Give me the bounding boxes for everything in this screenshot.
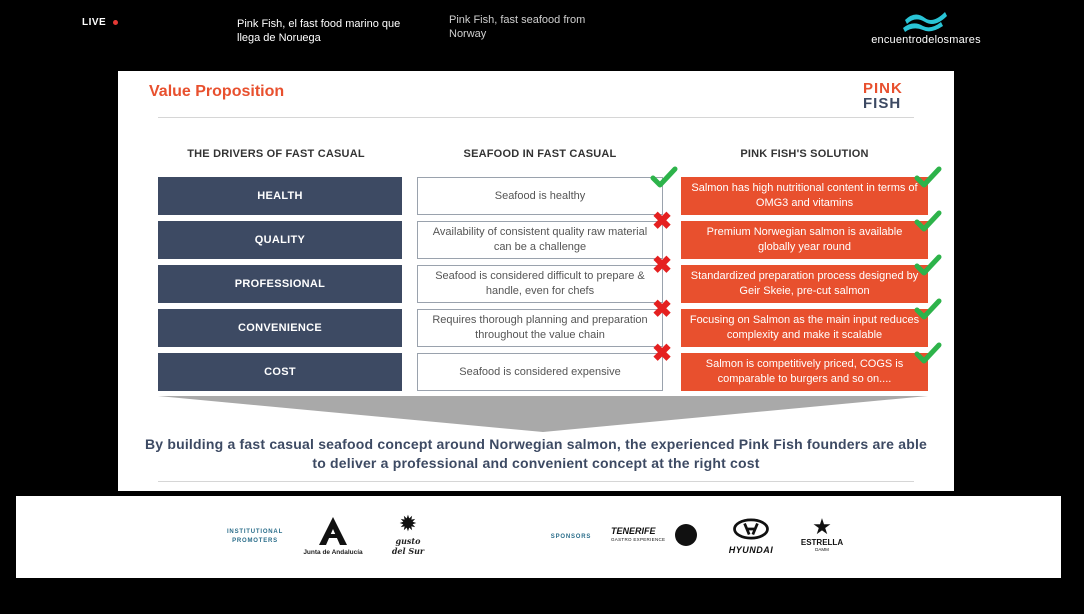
junta-a-icon xyxy=(318,516,348,546)
seafood-cost: Seafood is considered expensive xyxy=(417,353,663,391)
driver-quality: QUALITY xyxy=(158,221,402,259)
brand-logo[interactable] xyxy=(866,8,986,46)
gusto-del-sur-logo[interactable] xyxy=(388,512,428,564)
estrella-damm-logo[interactable] xyxy=(797,516,847,558)
gusto-line2: del Sur xyxy=(391,546,425,556)
session-title-es: Pink Fish, el fast food marino que llega de Noruega xyxy=(237,18,401,44)
solution-health: Salmon has high nutritional content in terms of OMG3 and vitamins xyxy=(681,177,928,215)
check-icon xyxy=(650,165,678,189)
check-icon xyxy=(914,165,942,189)
hyundai-label: HYUNDAI xyxy=(728,545,774,555)
gusto-star-icon: ✹ xyxy=(398,511,418,536)
cross-icon: ✖ xyxy=(652,296,673,323)
sponsor-bar xyxy=(16,496,1061,578)
seafood-quality: Availability of consistent quality raw material can be a challenge xyxy=(417,221,663,259)
presentation-slide xyxy=(118,71,954,491)
live-dot-icon xyxy=(113,20,118,25)
driver-health: HEALTH xyxy=(158,177,402,215)
solution-convenience: Focusing on Salmon as the main input reduces complexity and make it scalable xyxy=(681,309,928,347)
junta-andalucia-logo[interactable] xyxy=(297,516,369,560)
estrella-star-icon: ★ xyxy=(812,514,832,539)
cross-icon: ✖ xyxy=(652,340,673,367)
logo-line2: FISH xyxy=(863,95,902,112)
seafood-convenience: Requires thorough planning and preparation throughout the value chain xyxy=(417,309,663,347)
column-header-solution: PINK FISH'S SOLUTION xyxy=(740,148,869,160)
top-divider xyxy=(158,117,914,118)
tenerife-label: TENERIFE xyxy=(611,526,656,536)
tenerife-logo[interactable] xyxy=(611,524,701,550)
check-icon xyxy=(914,297,942,321)
cross-icon: ✖ xyxy=(652,252,673,279)
column-header-drivers: THE DRIVERS OF FAST CASUAL xyxy=(187,148,365,160)
funnel-arrow xyxy=(158,396,928,434)
cross-icon: ✖ xyxy=(652,208,673,235)
estrella-sub: DAMM xyxy=(815,547,829,552)
pink-fish-logo xyxy=(863,81,903,111)
logo-line1: PINK xyxy=(863,80,903,97)
hyundai-logo[interactable] xyxy=(721,518,781,556)
column-header-seafood: SEAFOOD IN FAST CASUAL xyxy=(463,148,617,160)
bottom-divider xyxy=(158,481,914,482)
institutional-promoters-label: INSTITUTIONAL PROMOTERS xyxy=(226,529,284,544)
junta-label: Junta de Andalucía xyxy=(303,549,363,556)
check-icon xyxy=(914,209,942,233)
sponsors-label: SPONSORS xyxy=(550,534,592,540)
seafood-professional: Seafood is considered difficult to prepare & handle, even for chefs xyxy=(417,265,663,303)
slide-title: Value Proposition xyxy=(149,83,285,100)
check-icon xyxy=(914,253,942,277)
hyundai-h-icon xyxy=(731,518,771,540)
solution-cost: Salmon is competitively priced, COGS is comparable to burgers and so on.... xyxy=(681,353,928,391)
live-label: LIVE xyxy=(82,17,107,28)
conclusion-text: By building a fast casual seafood concept around Norwegian salmon, the experienced Pink Fish founders are able to deliver a professional and convenient concept at the right cost xyxy=(144,436,928,471)
check-icon xyxy=(914,341,942,365)
driver-cost: COST xyxy=(158,353,402,391)
solution-professional: Standardized preparation process designed by Geir Skeie, pre-cut salmon xyxy=(681,265,928,303)
solution-quality: Premium Norwegian salmon is available globally year round xyxy=(681,221,928,259)
session-title-en: Pink Fish, fast seafood from Norway xyxy=(449,14,586,40)
driver-professional: PROFESSIONAL xyxy=(158,265,402,303)
estrella-label: ESTRELLA xyxy=(800,538,844,547)
brand-name: encuentrodelosmares xyxy=(871,34,981,46)
wave-logo-icon xyxy=(901,8,951,32)
tenerife-sub: GASTRO EXPERIENCE xyxy=(611,537,666,542)
gusto-line1: gusto xyxy=(395,536,421,546)
live-indicator xyxy=(82,17,118,28)
seafood-health: Seafood is healthy xyxy=(417,177,663,215)
driver-convenience: CONVENIENCE xyxy=(158,309,402,347)
tenerife-badge-icon xyxy=(675,524,697,546)
